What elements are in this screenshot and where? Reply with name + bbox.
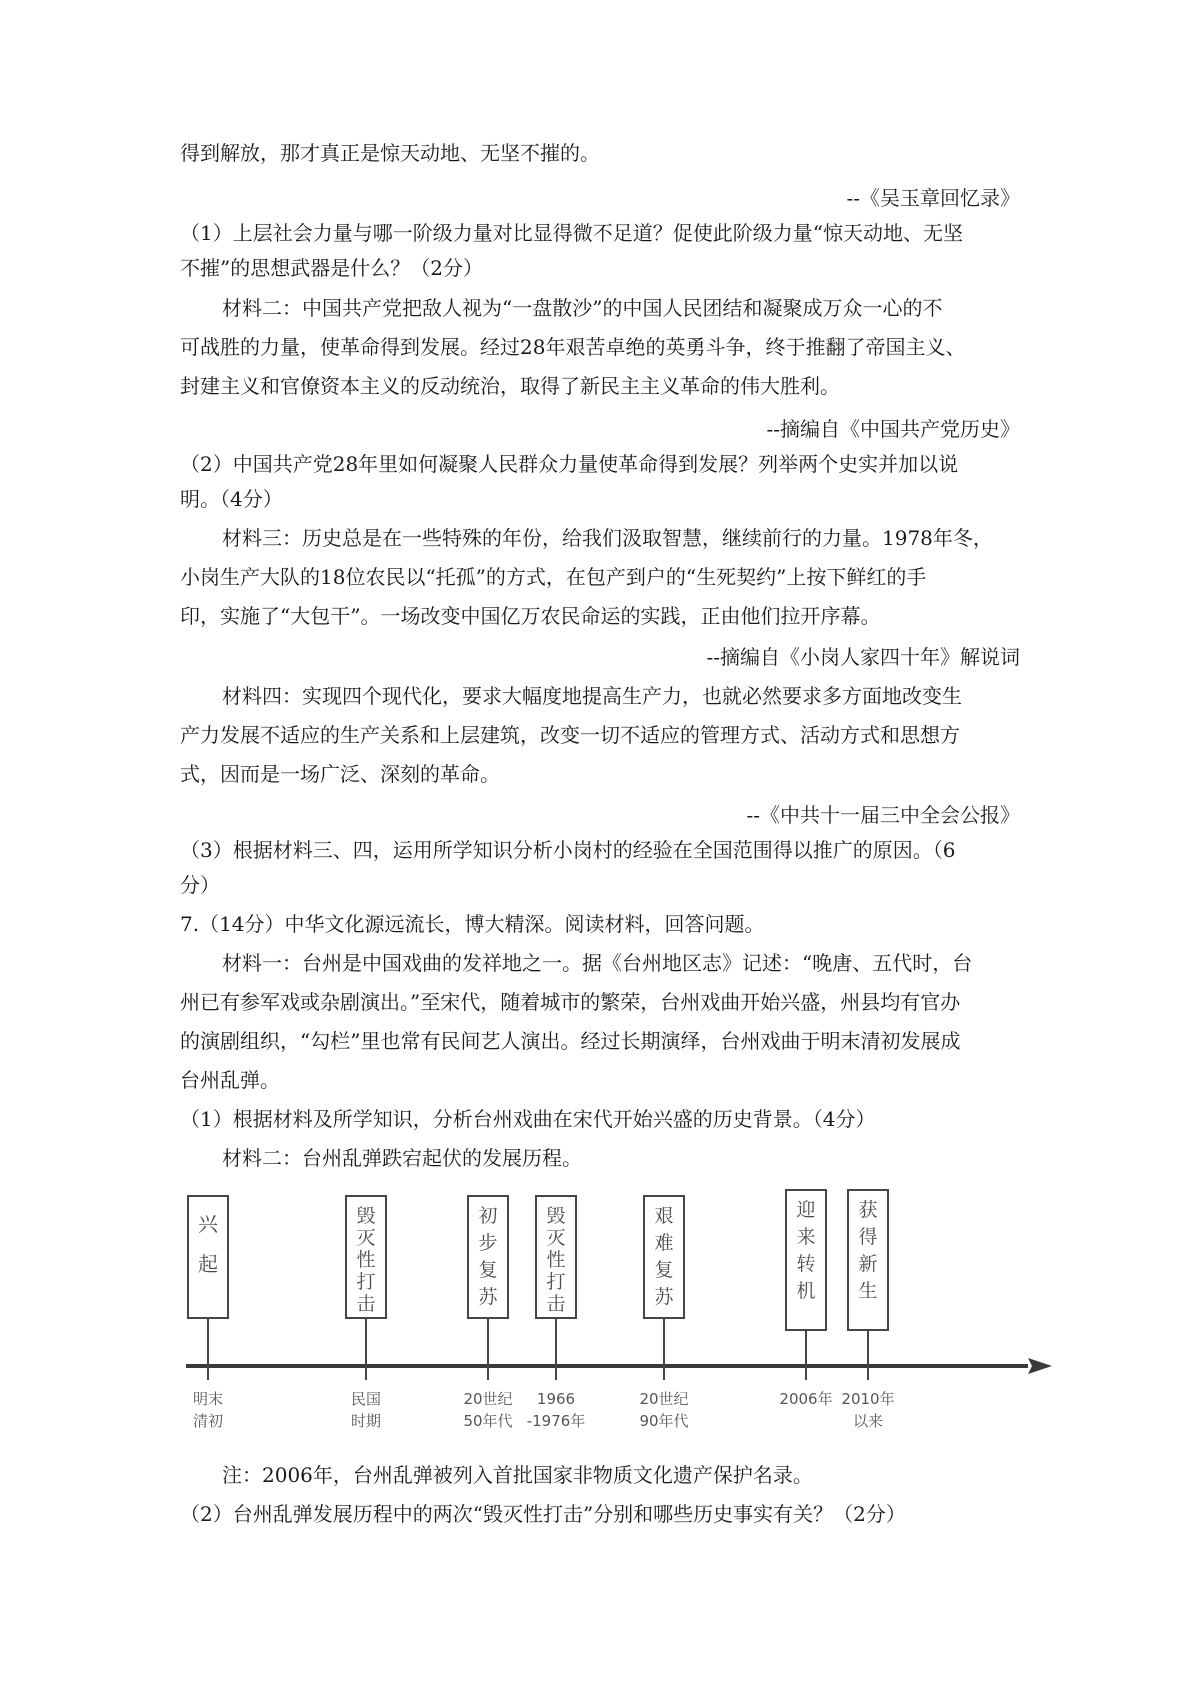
material-1-line: 州已有参军戏或杂剧演出。”至宋代，随着城市的繁荣，台州戏曲开始兴盛，州县均有官办 — [180, 990, 961, 1014]
event-label: 初步复苏 — [478, 1205, 498, 1308]
event-time-label: 20世纪 — [463, 1390, 513, 1408]
timeline-event — [779, 1190, 832, 1408]
timeline-event — [463, 1196, 512, 1430]
material-1-line: 的演剧组织，“勾栏”里也常有民间艺人演出。经过长期演绎，台州戏曲于明末清初发展成 — [180, 1029, 961, 1053]
source-citation: --《吴玉章回忆录》 — [846, 186, 1020, 210]
question-2-line: 明。（4分） — [180, 487, 283, 511]
material-3-line: 印，实施了“大包干”。一场改变中国亿万农民命运的实践，正由他们拉开序幕。 — [180, 604, 881, 628]
material-2-line: 材料二：中国共产党把敌人视为“一盘散沙”的中国人民团结和凝聚成万众一心的不 — [222, 296, 943, 320]
material-3-line: 材料三：历史总是在一些特殊的年份，给我们汲取智慧，继续前行的力量。1978年冬， — [222, 526, 993, 550]
event-time-label: 明末 — [192, 1390, 224, 1408]
event-time-label: 2010年 — [841, 1390, 895, 1408]
event-time-label: 以来 — [852, 1412, 884, 1430]
event-time-label: 2006年 — [779, 1390, 833, 1408]
question-3-line: （3）根据材料三、四，运用所学知识分析小岗村的经验在全国范围得以推广的原因。（6 — [180, 838, 956, 862]
timeline-note: 注：2006年，台州乱弹被列入首批国家非物质文化遗产保护名录。 — [222, 1463, 813, 1487]
event-time-label: 民国 — [350, 1390, 382, 1408]
event-label: 毁灭性打击 — [356, 1205, 376, 1315]
source-citation: --摘编自《中国共产党历史》 — [766, 417, 1020, 441]
event-time-label: 清初 — [192, 1412, 224, 1430]
material-2-line: 封建主义和官僚资本主义的反动统治，取得了新民主主义革命的伟大胜利。 — [180, 374, 840, 398]
material-2-heading: 材料二：台州乱弹跌宕起伏的发展历程。 — [222, 1146, 582, 1170]
material-1-line: 台州乱弹。 — [180, 1068, 280, 1092]
timeline-event — [527, 1196, 586, 1430]
material-4-line: 材料四：实现四个现代化，要求大幅度地提高生产力，也就必然要求多方面地改变生 — [222, 684, 962, 708]
event-label: 兴起 — [198, 1212, 218, 1276]
timeline-event — [841, 1190, 894, 1430]
material-4-line: 产力发展不适应的生产关系和上层建筑，改变一切不适应的管理方式、活动方式和思想方 — [180, 723, 960, 747]
event-time-label: 1966 — [536, 1390, 576, 1408]
event-label: 毁灭性打击 — [546, 1205, 566, 1315]
question-7-2-line: （2）台州乱弹发展历程中的两次“毁灭性打击”分别和哪些历史事实有关？（2分） — [180, 1502, 906, 1526]
timeline-diagram — [186, 1180, 1056, 1440]
question-2-line: （2）中国共产党28年里如何凝聚人民群众力量使革命得到发展？列举两个史实并加以说 — [180, 452, 959, 476]
text-line: 得到解放，那才真正是惊天动地、无坚不摧的。 — [180, 141, 600, 165]
source-citation: --摘编自《小岗人家四十年》解说词 — [706, 645, 1020, 669]
timeline-arrow — [1028, 1358, 1052, 1374]
question-7-1-line: （1）根据材料及所学知识，分析台州戏曲在宋代开始兴盛的历史背景。（4分） — [180, 1107, 876, 1131]
question-1-line: （1）上层社会力量与哪一阶级力量对比显得微不足道？促使此阶级力量“惊天动地、无坚 — [180, 221, 963, 245]
event-time-label: 50年代 — [463, 1412, 513, 1430]
material-3-line: 小岗生产大队的18位农民以“托孤”的方式，在包产到户的“生死契约”上按下鲜红的手 — [180, 565, 927, 589]
event-label: 获得新生 — [858, 1199, 878, 1302]
event-time-label: -1976年 — [526, 1412, 586, 1430]
event-time-label: 90年代 — [639, 1412, 689, 1430]
timeline-event — [188, 1196, 228, 1430]
timeline-event — [346, 1196, 386, 1430]
timeline-event — [639, 1196, 688, 1430]
event-label: 迎来转机 — [796, 1199, 816, 1302]
question-1-line: 不摧”的思想武器是什么？（2分） — [180, 256, 483, 280]
event-label: 艰难复苏 — [654, 1205, 674, 1308]
material-4-line: 式，因而是一场广泛、深刻的革命。 — [180, 762, 500, 786]
event-time-label: 20世纪 — [639, 1390, 689, 1408]
question-3-line: 分） — [180, 873, 220, 897]
material-2-line: 可战胜的力量，使革命得到发展。经过28年艰苦卓绝的英勇斗争，终于推翻了帝国主义、 — [180, 335, 966, 359]
source-citation: --《中共十一届三中全会公报》 — [746, 803, 1020, 827]
question-7-heading: 7.（14分）中华文化源远流长，博大精深。阅读材料，回答问题。 — [180, 912, 765, 936]
material-1-line: 材料一：台州是中国戏曲的发祥地之一。据《台州地区志》记述：“晚唐、五代时，台 — [222, 951, 973, 975]
event-time-label: 时期 — [350, 1412, 382, 1430]
